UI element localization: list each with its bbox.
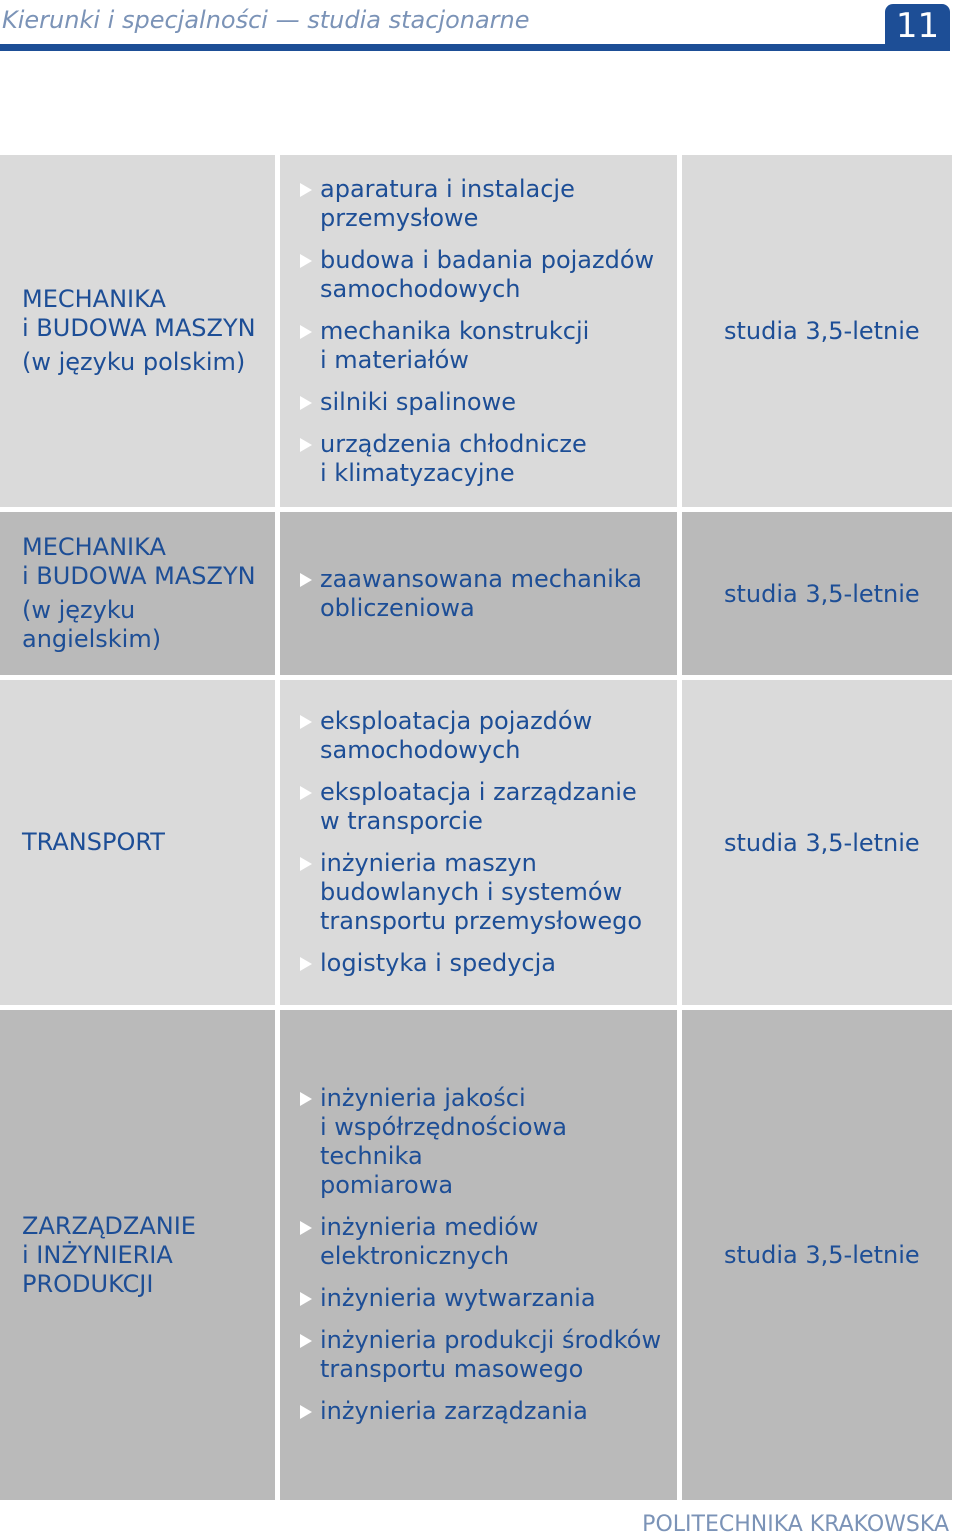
list-item xyxy=(300,1326,677,1384)
list-item xyxy=(300,246,654,304)
triangle-bullet-icon xyxy=(300,857,312,871)
page-header-title: Kierunki i specjalności — studia stacjonarne xyxy=(2,6,530,34)
specialty-name: zaawansowana mechanika obliczeniowa xyxy=(320,564,642,622)
page-number-badge: 11 xyxy=(885,4,950,51)
list-item xyxy=(300,430,654,488)
list-item xyxy=(300,1397,677,1426)
triangle-bullet-icon xyxy=(300,396,312,410)
list-item xyxy=(300,1284,677,1313)
field-name-line: PRODUKCJI xyxy=(22,1269,154,1298)
triangle-bullet-icon xyxy=(300,254,312,268)
duration-cell xyxy=(682,1010,952,1500)
programs-table xyxy=(0,155,950,1505)
specialty-name: inżynieria zarządzania xyxy=(320,1397,588,1425)
table-row xyxy=(0,680,950,1005)
table-row xyxy=(0,155,950,507)
study-duration: studia 3,5-letnie xyxy=(724,1241,920,1269)
specialty-name: inżynieria wytwarzania xyxy=(320,1284,596,1312)
list-item xyxy=(300,388,654,417)
list-item xyxy=(300,949,642,978)
field-of-study-cell xyxy=(0,680,275,1005)
duration-cell xyxy=(682,680,952,1005)
specialties-cell xyxy=(280,1010,677,1500)
list-item xyxy=(300,175,654,233)
specialty-list xyxy=(300,1084,677,1426)
triangle-bullet-icon xyxy=(300,1405,312,1419)
list-item xyxy=(300,1213,677,1271)
specialty-name: inżynieria produkcji środków transportu masowego xyxy=(320,1326,662,1383)
triangle-bullet-icon xyxy=(300,957,312,971)
study-duration: studia 3,5-letnie xyxy=(724,317,920,345)
triangle-bullet-icon xyxy=(300,1334,312,1348)
field-language-note: (w języku angielskim) xyxy=(22,596,162,653)
field-name-line: i BUDOWA MASZYN xyxy=(22,314,256,342)
triangle-bullet-icon xyxy=(300,1221,312,1235)
triangle-bullet-icon xyxy=(300,1092,312,1106)
list-item xyxy=(300,565,642,623)
triangle-bullet-icon xyxy=(300,438,312,452)
specialties-cell xyxy=(280,512,677,675)
duration-cell xyxy=(682,512,952,675)
list-item xyxy=(300,1084,677,1200)
list-item xyxy=(300,707,642,765)
field-of-study-cell xyxy=(0,512,275,675)
specialty-name: inżynieria maszyn budowlanych i systemów transportu przemysłowego xyxy=(320,849,643,935)
specialty-list xyxy=(300,175,654,488)
field-language-note: (w języku polskim) xyxy=(22,348,246,376)
list-item xyxy=(300,778,642,836)
triangle-bullet-icon xyxy=(300,573,312,587)
specialty-name: mechanika konstrukcji i materiałów xyxy=(320,316,590,374)
triangle-bullet-icon xyxy=(300,786,312,800)
header-rule xyxy=(0,44,950,51)
field-name-line: i BUDOWA MASZYN xyxy=(22,562,256,590)
field-name-line: TRANSPORT xyxy=(22,828,165,856)
specialty-name: budowa i badania pojazdów samochodowych xyxy=(320,245,655,303)
field-name-line: i INŻYNIERIA xyxy=(22,1240,173,1269)
triangle-bullet-icon xyxy=(300,1292,312,1306)
list-item xyxy=(300,849,642,936)
specialty-name: eksploatacja i zarządzanie w transporcie xyxy=(320,778,637,835)
specialty-name: urządzenia chłodnicze i klimatyzacyjne xyxy=(320,429,587,487)
field-name-line: ZARZĄDZANIE xyxy=(22,1211,196,1240)
specialty-list xyxy=(300,565,642,623)
specialty-name: aparatura i instalacje przemysłowe xyxy=(320,174,575,232)
triangle-bullet-icon xyxy=(300,325,312,339)
footer-university-name: POLITECHNIKA KRAKOWSKA xyxy=(642,1512,949,1537)
specialty-name: inżynieria mediów elektronicznych xyxy=(320,1213,539,1270)
specialties-cell xyxy=(280,155,677,507)
specialty-name: eksploatacja pojazdów samochodowych xyxy=(320,707,593,764)
specialty-name: inżynieria jakości i współrzędnościowa technika pomiarowa xyxy=(320,1084,567,1199)
table-row xyxy=(0,512,950,675)
field-of-study-cell xyxy=(0,1010,275,1500)
specialty-name: logistyka i spedycja xyxy=(320,949,556,977)
field-name-line: MECHANIKA xyxy=(22,533,166,561)
duration-cell xyxy=(682,155,952,507)
study-duration: studia 3,5-letnie xyxy=(724,828,920,857)
field-of-study-cell xyxy=(0,155,275,507)
list-item xyxy=(300,317,654,375)
study-duration: studia 3,5-letnie xyxy=(724,579,920,608)
specialty-name: silniki spalinowe xyxy=(320,387,516,416)
specialty-list xyxy=(300,707,642,978)
table-row xyxy=(0,1010,950,1500)
field-name-line: MECHANIKA xyxy=(22,285,166,313)
specialties-cell xyxy=(280,680,677,1005)
triangle-bullet-icon xyxy=(300,183,312,197)
triangle-bullet-icon xyxy=(300,715,312,729)
